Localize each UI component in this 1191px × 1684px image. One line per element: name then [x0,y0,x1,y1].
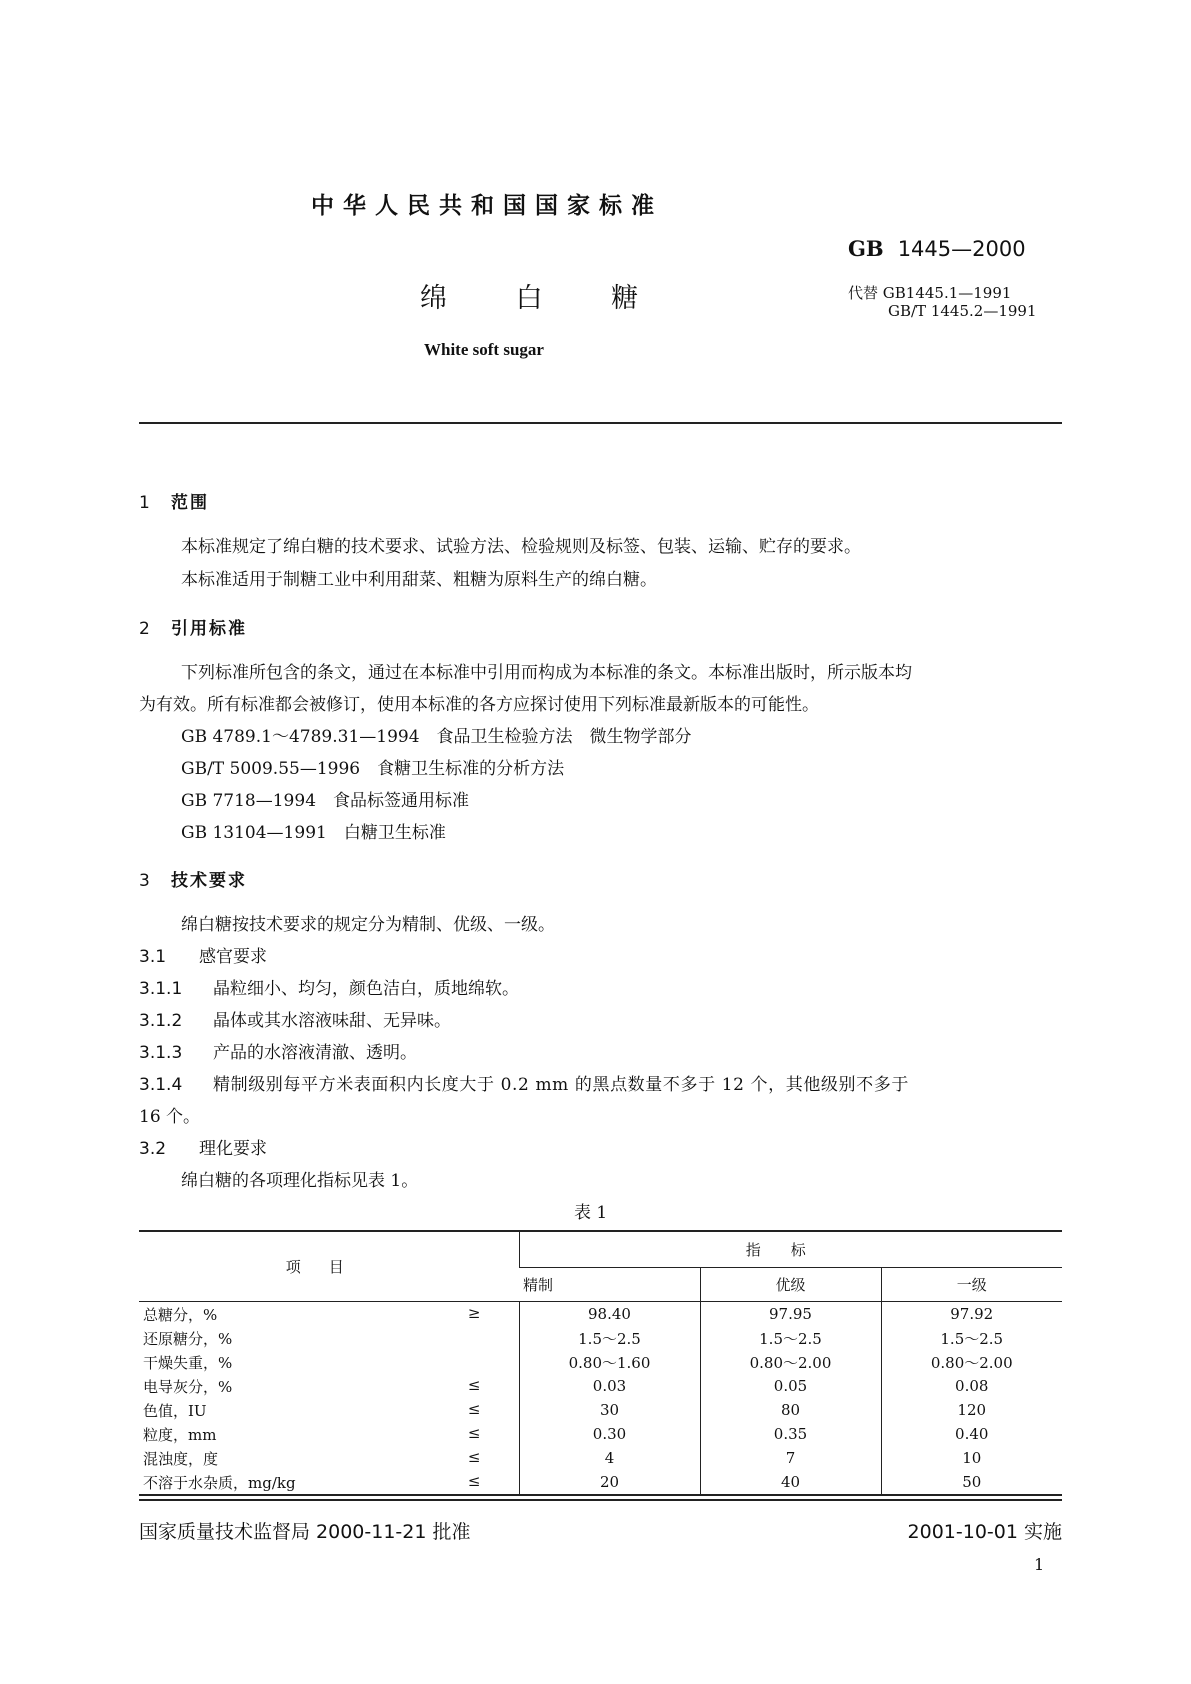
value-cell: 40 [700,1470,881,1495]
document-title-en: White soft sugar [424,340,544,359]
value-cell: 30 [519,1398,700,1422]
section-1-paragraph-1: 本标准规定了绵白糖的技术要求、试验方法、检验规则及标签、包装、运输、贮存的要求。 [181,537,861,557]
clause-number: 3.1.1 [139,979,183,999]
item-cell [139,1302,519,1327]
index-column-header: 指标 [519,1231,1062,1268]
clause-3-1-3 [139,1038,417,1063]
page-number: 1 [1034,1555,1045,1574]
value-cell: 0.80～2.00 [881,1350,1062,1374]
item-label: 还原糖分，% [143,1329,233,1348]
subsection-3-2-number: 3.2 [139,1139,167,1159]
value-cell: 0.03 [519,1374,700,1398]
section-1-heading [139,488,209,513]
reference-item: GB 7718—1994 食品标签通用标准 [181,791,470,811]
section-2-heading [139,614,247,639]
section-3-number: 3 [139,871,152,891]
item-cell [139,1374,519,1398]
footer-divider [139,1499,1062,1501]
value-cell: 7 [700,1446,881,1470]
value-cell: 0.05 [700,1374,881,1398]
value-cell: 10 [881,1446,1062,1470]
table-caption: 表 1 [574,1203,608,1223]
national-standard-heading: 中华人民共和国国家标准 [311,193,663,219]
standard-number [848,236,1026,261]
document-title-cn: 绵 白 糖 [420,283,669,314]
clause-number: 3.1.3 [139,1043,183,1063]
table-1 [139,1230,1062,1496]
table-header-row [139,1231,1062,1268]
table-row [139,1470,1062,1495]
replaces-line-1: 代替 GB1445.1—1991 [848,284,1012,302]
gb-prefix: GB [848,236,884,261]
value-cell: 80 [700,1398,881,1422]
value-cell: 1.5～2.5 [881,1326,1062,1350]
clause-text: 产品的水溶液清澈、透明。 [213,1043,417,1063]
item-cell [139,1350,519,1374]
item-cell [139,1470,519,1495]
clause-text: 精制级别每平方米表面积内长度大于 0.2 mm 的黑点数量不多于 12 个，其他级别不多于 [213,1075,909,1095]
subsection-3-1 [139,942,267,967]
grade-header: 优级 [700,1268,881,1302]
operator-symbol: ≤ [467,1375,481,1394]
item-label: 电导灰分，% [143,1377,233,1396]
table-row [139,1398,1062,1422]
replaces-line-2: GB/T 1445.2—1991 [888,302,1037,320]
value-cell: 1.5～2.5 [700,1326,881,1350]
value-cell: 0.08 [881,1374,1062,1398]
gb-number: 1445—2000 [897,237,1026,261]
reference-item: GB 4789.1～4789.31—1994 食品卫生检验方法 微生物学部分 [181,727,692,747]
item-cell [139,1398,519,1422]
item-label: 干燥失重，% [143,1353,233,1372]
reference-item: GB/T 5009.55—1996 食糖卫生标准的分析方法 [181,759,565,779]
item-label: 总糖分，% [143,1305,218,1324]
operator-symbol: ≤ [467,1447,481,1466]
clause-3-1-2 [139,1006,451,1031]
subsection-3-1-number: 3.1 [139,947,167,967]
item-label: 不溶于水杂质，mg/kg [143,1473,296,1492]
value-cell: 0.30 [519,1422,700,1446]
clause-text: 晶粒细小、均匀，颜色洁白，质地绵软。 [213,979,519,999]
reference-item: GB 13104—1991 白糖卫生标准 [181,823,446,843]
value-cell: 97.95 [700,1302,881,1327]
header-divider [139,422,1062,424]
table-row [139,1350,1062,1374]
subsection-3-2-title: 理化要求 [199,1139,267,1159]
section-2-number: 2 [139,619,152,639]
operator-symbol: ≤ [467,1423,481,1442]
item-label: 混浊度，度 [143,1449,219,1468]
value-cell: 50 [881,1470,1062,1495]
item-cell [139,1446,519,1470]
grade-header: 精制 [519,1268,700,1302]
value-cell: 1.5～2.5 [519,1326,700,1350]
table-row [139,1446,1062,1470]
clause-text: 晶体或其水溶液味甜、无异味。 [213,1011,451,1031]
item-label: 色值，IU [143,1401,207,1420]
clause-3-1-1 [139,974,519,999]
clause-3-1-4 [139,1070,909,1095]
clause-3-1-4-continuation: 16 个。 [139,1107,201,1127]
grade-header: 一级 [881,1268,1062,1302]
table-row [139,1374,1062,1398]
operator-symbol: ≥ [467,1303,481,1322]
replaces-block [848,284,1037,320]
value-cell: 98.40 [519,1302,700,1327]
section-1-number: 1 [139,493,152,513]
item-label: 粒度，mm [143,1425,217,1444]
value-cell: 97.92 [881,1302,1062,1327]
value-cell: 0.40 [881,1422,1062,1446]
table-row [139,1326,1062,1350]
value-cell: 0.80～1.60 [519,1350,700,1374]
subsection-3-2-text: 绵白糖的各项理化指标见表 1。 [181,1171,419,1191]
value-cell: 4 [519,1446,700,1470]
value-cell: 20 [519,1470,700,1495]
section-2-paragraph-line-1: 下列标准所包含的条文，通过在本标准中引用而构成为本标准的条文。本标准出版时，所示版本均 [181,663,912,683]
section-1-paragraph-2: 本标准适用于制糖工业中利用甜菜、粗糖为原料生产的绵白糖。 [181,570,657,590]
section-3-intro: 绵白糖按技术要求的规定分为精制、优级、一级。 [181,915,555,935]
section-2-paragraph-line-2: 为有效。所有标准都会被修订，使用本标准的各方应探讨使用下列标准最新版本的可能性。 [139,695,819,715]
value-cell: 120 [881,1398,1062,1422]
section-2-title: 引用标准 [171,619,247,639]
implementation-date: 2001-10-01 实施 [907,1521,1062,1543]
subsection-3-1-title: 感官要求 [199,947,267,967]
item-column-header: 项目 [139,1231,519,1302]
item-cell [139,1326,519,1350]
section-3-title: 技术要求 [171,871,247,891]
table-row [139,1302,1062,1327]
section-1-title: 范围 [171,493,209,513]
approval-line: 国家质量技术监督局 2000-11-21 批准 [139,1521,471,1543]
section-3-heading [139,866,247,891]
operator-symbol: ≤ [467,1399,481,1418]
value-cell: 0.35 [700,1422,881,1446]
item-cell [139,1422,519,1446]
subsection-3-2 [139,1134,267,1159]
value-cell: 0.80～2.00 [700,1350,881,1374]
clause-number: 3.1.4 [139,1075,183,1095]
clause-number: 3.1.2 [139,1011,183,1031]
table-row [139,1422,1062,1446]
operator-symbol: ≤ [467,1471,481,1490]
